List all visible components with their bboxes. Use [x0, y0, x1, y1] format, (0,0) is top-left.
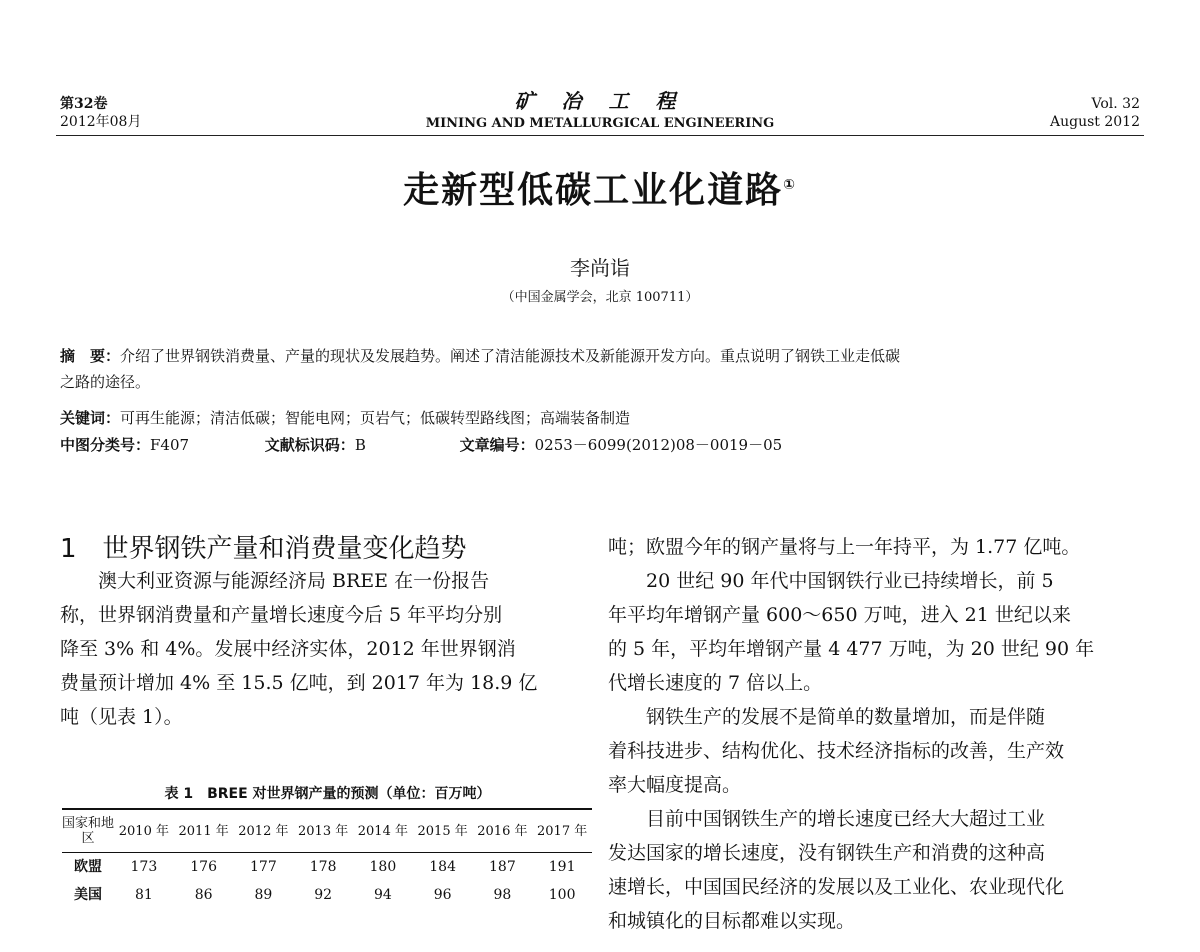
abstract-label: 摘 要：	[60, 347, 121, 365]
column-header: 2016 年	[473, 809, 533, 853]
section-heading	[60, 528, 493, 565]
paragraph-line: 目前中国钢铁生产的增长速度已经大大超过工业	[608, 808, 1046, 830]
table-cell: 美国	[74, 887, 102, 903]
clc-value: F407	[150, 436, 190, 454]
paragraph-line: 和城镇化的目标都难以实现。	[608, 910, 856, 932]
abstract-text-2: 之路的途径。	[60, 373, 151, 391]
volume: 第32卷	[60, 96, 108, 112]
paragraph-line: 年平均年增钢产量 600～650 万吨，进入 21 世纪以来	[608, 604, 1071, 626]
table-cell: 94	[373, 887, 392, 903]
table-cell: 100	[548, 887, 576, 903]
table-cell: 89	[254, 887, 273, 903]
table-cell: 191	[548, 859, 576, 875]
paragraph-line: 发达国家的增长速度，没有钢铁生产和消费的这种高	[608, 842, 1046, 864]
paragraph-line: 着科技进步、结构优化、技术经济指标的改善，生产效	[608, 740, 1065, 762]
right-column-text	[608, 530, 1143, 938]
paragraph-line: 速增长，中国国民经济的发展以及工业化、农业现代化	[608, 876, 1065, 898]
table-cell: 187	[489, 859, 516, 875]
section-title: 世界钢铁产量和消费量变化趋势	[102, 534, 467, 564]
section-number: 1	[60, 534, 77, 564]
issue-date: 2012年08月	[60, 114, 142, 130]
paragraph-line: 率大幅度提高。	[608, 774, 742, 796]
author: 李尚诣	[570, 256, 630, 280]
classification	[60, 432, 1145, 458]
doc-code-label: 文献标识码：	[264, 436, 355, 454]
header-rule	[56, 135, 1144, 136]
journal-title-cn: 矿 冶 工 程	[514, 89, 686, 113]
doc-code-value: B	[354, 436, 366, 454]
table-cell: 177	[250, 859, 277, 875]
clc-label: 中图分类号：	[60, 436, 151, 454]
article-title	[0, 162, 1200, 213]
article-no-label: 文章编号：	[459, 436, 535, 454]
column-header: 2012 年	[234, 809, 294, 853]
volume-en: Vol. 32	[1091, 96, 1140, 112]
keywords-label: 关键词：	[60, 409, 121, 427]
journal-title-en: MINING AND METALLURGICAL ENGINEERING	[425, 116, 775, 131]
table-row	[62, 853, 592, 882]
column-header: 2017 年	[532, 809, 592, 853]
paragraph-line: 费量预计增加 4% 至 15.5 亿吨，到 2017 年为 18.9 亿	[60, 672, 538, 694]
table-cell: 184	[429, 859, 456, 875]
table-cell: 96	[433, 887, 452, 903]
date-en: August 2012	[1050, 114, 1140, 130]
paragraph-line: 钢铁生产的发展不是简单的数量增加，而是伴随	[608, 706, 1046, 728]
column-header: 2010 年	[114, 809, 174, 853]
table-cell: 178	[309, 859, 337, 875]
paragraph-line: 吨；欧盟今年的钢产量将与上一年持平，为 1.77 亿吨。	[608, 536, 1081, 558]
keywords	[60, 405, 1145, 431]
table-cell: 173	[130, 859, 158, 875]
table-cell: 81	[134, 887, 153, 903]
table-header-row	[62, 809, 592, 853]
paragraph-line: 澳大利亚资源与能源经济局 BREE 在一份报告	[60, 570, 490, 592]
column-header: 2015 年	[413, 809, 473, 853]
table-cell: 欧盟	[74, 859, 102, 875]
table-cell: 98	[493, 887, 512, 903]
table-caption: 表 1 BREE 对世界钢产量的预测（单位：百万吨）	[164, 786, 491, 802]
table-row	[62, 881, 592, 909]
table-cell: 92	[314, 887, 333, 903]
paragraph-line: 20 世纪 90 年代中国钢铁行业已持续增长，前 5	[608, 570, 1054, 592]
title-text: 走新型低碳工业化道路	[403, 170, 784, 211]
affiliation: （中国金属学会，北京 100711）	[501, 290, 699, 305]
left-column-text	[60, 564, 595, 734]
abstract	[60, 343, 1145, 395]
steel-production-table	[62, 808, 592, 909]
column-header: 2013 年	[293, 809, 353, 853]
paragraph-line: 降至 3% 和 4%。发展中经济实体，2012 年世界钢消	[60, 638, 516, 660]
column-header: 2011 年	[174, 809, 234, 853]
abstract-text: 介绍了世界钢铁消费量、产量的现状及发展趋势。阐述了清洁能源技术及新能源开发方向。重点说明了钢铁工业走低碳	[120, 347, 901, 365]
column-header: 2014 年	[353, 809, 413, 853]
paragraph-line: 称，世界钢消费量和产量增长速度今后 5 年平均分别	[60, 604, 503, 626]
paragraph-line: 吨（见表 1）。	[60, 706, 183, 728]
keywords-text: 可再生能源；清洁低碳；智能电网；页岩气；低碳转型路线图；高端装备制造	[120, 409, 631, 427]
table-cell: 176	[190, 859, 217, 875]
table-cell: 86	[194, 887, 213, 903]
paragraph-line: 的 5 年，平均年增钢产量 4 477 万吨，为 20 世纪 90 年	[608, 638, 1095, 660]
paragraph-line: 代增长速度的 7 倍以上。	[608, 672, 823, 694]
title-footnote-mark: ①	[783, 177, 797, 193]
column-header: 国家和地区	[62, 809, 114, 853]
table-cell: 180	[369, 859, 397, 875]
article-no-value: 0253－6099(2012)08－0019－05	[534, 436, 783, 454]
